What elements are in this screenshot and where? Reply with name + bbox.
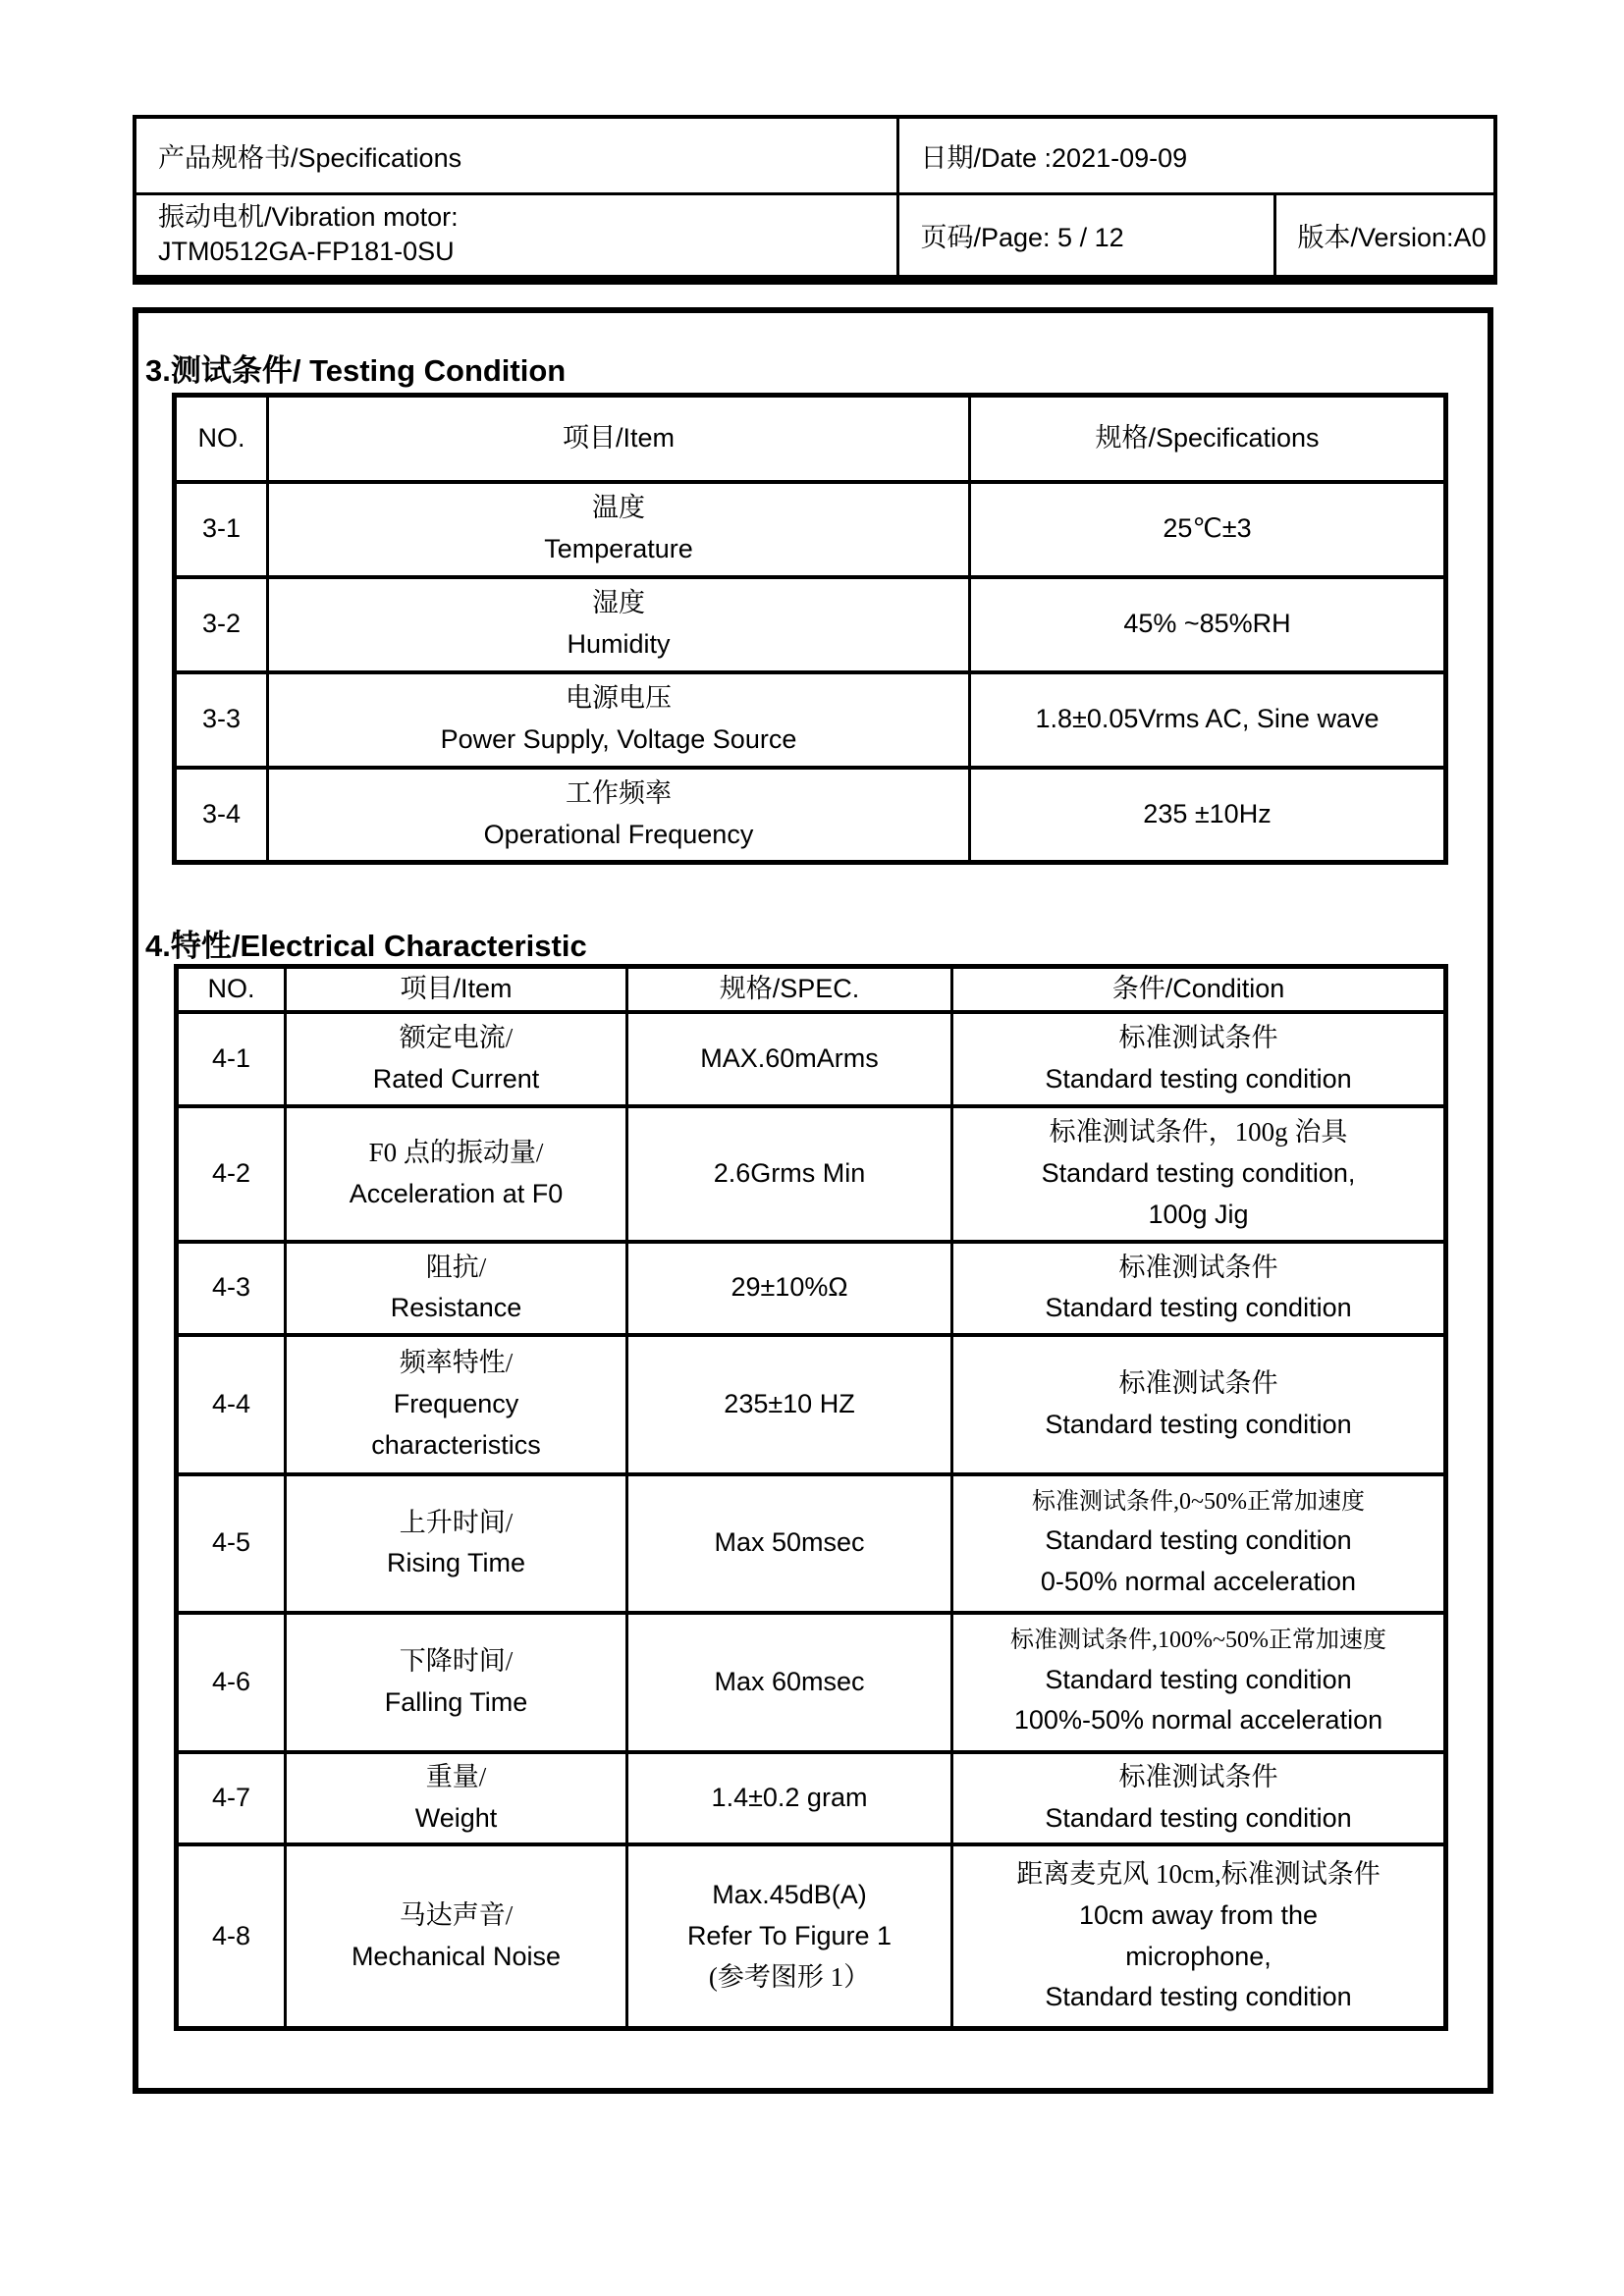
col-header-condition: 条件/Condition [952, 967, 1446, 1012]
item-cell [286, 1613, 627, 1752]
item-en-line: Acceleration at F0 [349, 1178, 564, 1208]
spec-line: Refer To Figure 1 [686, 1920, 893, 1950]
table-row [175, 577, 1446, 672]
no-cell: 4-1 [177, 1012, 286, 1106]
col-header-item: 项目/Item [268, 396, 970, 482]
item-cn-line: 频率特性/ [399, 1348, 514, 1378]
condition-cell [952, 1752, 1446, 1844]
table-row [175, 768, 1446, 863]
no-cell: 4-4 [177, 1335, 286, 1474]
item-en-line: Power Supply, Voltage Source [440, 724, 797, 754]
spec-cell [627, 1335, 952, 1474]
item-cn-line: 上升时间/ [399, 1507, 514, 1537]
no-cell: 4-6 [177, 1613, 286, 1752]
item-cell [286, 1844, 627, 2029]
item-cell [286, 1012, 627, 1106]
item-en-line: Frequency [393, 1388, 519, 1418]
table-row [177, 1474, 1446, 1613]
condition-cell [952, 1106, 1446, 1242]
table-row [177, 1335, 1446, 1474]
spec-cell: 235 ±10Hz [970, 768, 1446, 863]
item-cn-line: 湿度 [592, 588, 645, 618]
condition-cn-line: 标准测试条件,0~50%正常加速度 [1032, 1488, 1365, 1515]
item-cn-line: 电源电压 [566, 683, 672, 714]
condition-en-line: Standard testing condition [1045, 1664, 1352, 1694]
section3-title: 3.测试条件/ Testing Condition [145, 353, 567, 388]
table-row [177, 1106, 1446, 1242]
condition-cell [952, 1474, 1446, 1613]
item-en-line: characteristics [371, 1429, 541, 1460]
section4-title: 4.特性/Electrical Characteristic [145, 929, 587, 963]
item-cell [286, 1474, 627, 1613]
spec-cell [627, 1106, 952, 1242]
header-date-cell: 日期/Date :2021-09-09 [897, 117, 1495, 193]
item-cn-line: 马达声音/ [399, 1899, 514, 1930]
spec-cn-line: (参考图形 1） [708, 1961, 871, 1992]
table-row [177, 1613, 1446, 1752]
no-cell: 3-4 [175, 768, 268, 863]
item-en-line: Temperature [544, 534, 693, 563]
item-cn-line: 重量/ [425, 1762, 487, 1791]
table-row [177, 1012, 1446, 1106]
item-cell [268, 768, 970, 863]
section4-table [174, 964, 1448, 2031]
table-row [175, 672, 1446, 768]
header-motor-cell [135, 193, 897, 280]
condition-cn-line: 标准测试条件 [1118, 1368, 1278, 1398]
item-cell [268, 577, 970, 672]
spec-cell [627, 1012, 952, 1106]
spec-cell [627, 1613, 952, 1752]
condition-en-line: Standard testing condition [1045, 1063, 1352, 1094]
header-product-cell: 产品规格书/Specifications [135, 117, 897, 193]
condition-en-line: 100g Jig [1148, 1199, 1249, 1229]
condition-cell [952, 1844, 1446, 2029]
condition-cn-line: 距离麦克风 10cm,标准测试条件 [1016, 1858, 1380, 1889]
section3-header-row [175, 396, 1446, 482]
spec-cell [627, 1844, 952, 2029]
col-header-spec: 规格/Specifications [970, 396, 1446, 482]
condition-en-line: Standard testing condition [1045, 1525, 1352, 1556]
spec-cell: 25℃±3 [970, 482, 1446, 577]
condition-en-line: Standard testing condition [1045, 1802, 1352, 1833]
condition-cn-line: 标准测试条件 [1118, 1252, 1278, 1282]
item-cn-line: F0 点的振动量/ [368, 1138, 544, 1167]
spec-cell [627, 1474, 952, 1613]
item-cell [286, 1335, 627, 1474]
spec-line: 2.6Grms Min [713, 1157, 866, 1188]
col-header-no: NO. [177, 967, 286, 1012]
spec-cell [627, 1752, 952, 1844]
item-en-line: Rated Current [372, 1063, 540, 1094]
item-en-line: Humidity [567, 629, 671, 659]
table-row [177, 1844, 1446, 2029]
header-row-2 [135, 193, 1495, 280]
item-cn-line: 温度 [592, 493, 645, 523]
header-version-cell: 版本/Version:A0 [1274, 193, 1495, 280]
section3-table [172, 393, 1448, 865]
condition-cell [952, 1012, 1446, 1106]
spec-line: 29±10%Ω [731, 1272, 848, 1303]
spec-line: 1.4±0.2 gram [711, 1782, 868, 1812]
item-en-line: Resistance [390, 1293, 522, 1323]
item-en-line: Weight [414, 1802, 498, 1833]
no-cell: 3-2 [175, 577, 268, 672]
col-header-spec: 规格/SPEC. [627, 967, 952, 1012]
condition-en-line: Standard testing condition [1045, 1293, 1352, 1323]
no-cell: 4-8 [177, 1844, 286, 2029]
no-cell: 4-2 [177, 1106, 286, 1242]
section4-header-row [177, 967, 1446, 1012]
item-cn-line: 下降时间/ [399, 1646, 514, 1676]
condition-en-line: microphone, [1125, 1941, 1272, 1971]
condition-cn-line: 标准测试条件 [1118, 1023, 1278, 1052]
col-header-no: NO. [175, 396, 268, 482]
spec-line: Max 60msec [714, 1666, 865, 1696]
no-cell: 4-7 [177, 1752, 286, 1844]
item-cn-line: 额定电流/ [399, 1023, 514, 1052]
table-row [177, 1242, 1446, 1335]
item-cell [286, 1106, 627, 1242]
spec-cell: 1.8±0.05Vrms AC, Sine wave [970, 672, 1446, 768]
table-row [175, 482, 1446, 577]
item-en-line: Rising Time [386, 1548, 526, 1578]
spec-line: Max 50msec [714, 1527, 865, 1558]
condition-cn-line: 标准测试条件,100%~50%正常加速度 [1010, 1628, 1386, 1654]
item-en-line: Mechanical Noise [351, 1941, 562, 1971]
no-cell: 4-5 [177, 1474, 286, 1613]
header-row-1 [135, 117, 1495, 193]
item-cell [268, 672, 970, 768]
condition-en-line: 10cm away from the [1078, 1899, 1319, 1930]
doc-header-table [133, 115, 1497, 285]
condition-cell [952, 1613, 1446, 1752]
condition-en-line: Standard testing condition, [1041, 1157, 1356, 1188]
condition-cell [952, 1335, 1446, 1474]
item-cell [286, 1242, 627, 1335]
item-en-line: Falling Time [384, 1686, 528, 1717]
col-header-item: 项目/Item [286, 967, 627, 1012]
item-cn-line: 工作频率 [566, 777, 672, 808]
spec-cell: 45% ~85%RH [970, 577, 1446, 672]
item-cn-line: 阻抗/ [425, 1252, 487, 1282]
condition-cn-line: 标准测试条件，100g 治具 [1049, 1117, 1348, 1148]
no-cell: 3-1 [175, 482, 268, 577]
no-cell: 4-3 [177, 1242, 286, 1335]
item-cell [268, 482, 970, 577]
spec-line: Max.45dB(A) [712, 1879, 867, 1909]
item-cell [286, 1752, 627, 1844]
condition-cell [952, 1242, 1446, 1335]
condition-en-line: 100%-50% normal acceleration [1013, 1705, 1383, 1735]
motor-label-line: 振动电机/Vibration motor: [158, 202, 459, 233]
condition-en-line: Standard testing condition [1045, 1982, 1352, 2012]
table-row [177, 1752, 1446, 1844]
header-page-cell: 页码/Page: 5 / 12 [897, 193, 1274, 280]
spec-cell [627, 1242, 952, 1335]
item-en-line: Operational Frequency [483, 819, 754, 849]
spec-line: MAX.60mArms [700, 1042, 879, 1073]
motor-model-line: JTM0512GA-FP181-0SU [158, 237, 455, 267]
condition-en-line: 0-50% normal acceleration [1040, 1566, 1357, 1596]
condition-cn-line: 标准测试条件 [1118, 1762, 1278, 1791]
no-cell: 3-3 [175, 672, 268, 768]
condition-en-line: Standard testing condition [1045, 1409, 1352, 1439]
spec-line: 235±10 HZ [724, 1388, 855, 1418]
